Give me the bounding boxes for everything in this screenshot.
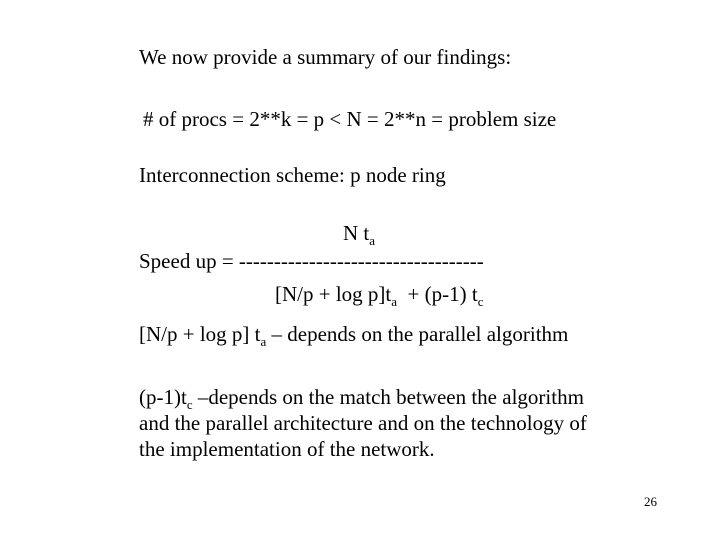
term-a-sub: a — [260, 334, 267, 349]
procs-definition: # of procs = 2**k = p < N = 2**n = problem size — [143, 107, 557, 131]
speedup-line — [139, 249, 484, 273]
denominator-sub2: c — [477, 294, 484, 309]
term-c-description — [139, 385, 584, 412]
term-c-sub: c — [186, 397, 193, 412]
speedup-denominator — [275, 282, 484, 309]
term-a-text: [N/p + log p] t — [139, 322, 261, 346]
speedup-numerator — [343, 221, 376, 248]
term-c-line3: the implementation of the network. — [139, 437, 435, 461]
speedup-numerator-sub: a — [369, 233, 376, 248]
term-c-text: (p-1)t — [139, 385, 187, 409]
denominator-part2: + (p-1) t — [397, 282, 478, 306]
page-number: 26 — [644, 494, 657, 509]
speedup-numerator-text: N t — [343, 221, 370, 245]
term-a-rest: – depends on the parallel algorithm — [266, 322, 569, 346]
summary-intro: We now provide a summary of our findings: — [139, 45, 512, 69]
denominator-sub1: a — [391, 294, 398, 309]
term-c-line2: and the parallel architecture and on the technology of — [139, 411, 587, 435]
denominator-part1: [N/p + log p]t — [275, 282, 392, 306]
term-a-description — [139, 322, 569, 349]
speedup-label: Speed up = — [139, 249, 239, 273]
term-c-rest: –depends on the match between the algorithm — [192, 385, 584, 409]
interconnection-scheme: Interconnection scheme: p node ring — [139, 163, 446, 187]
speedup-fraction-bar: ----------------------------------- — [238, 249, 484, 273]
